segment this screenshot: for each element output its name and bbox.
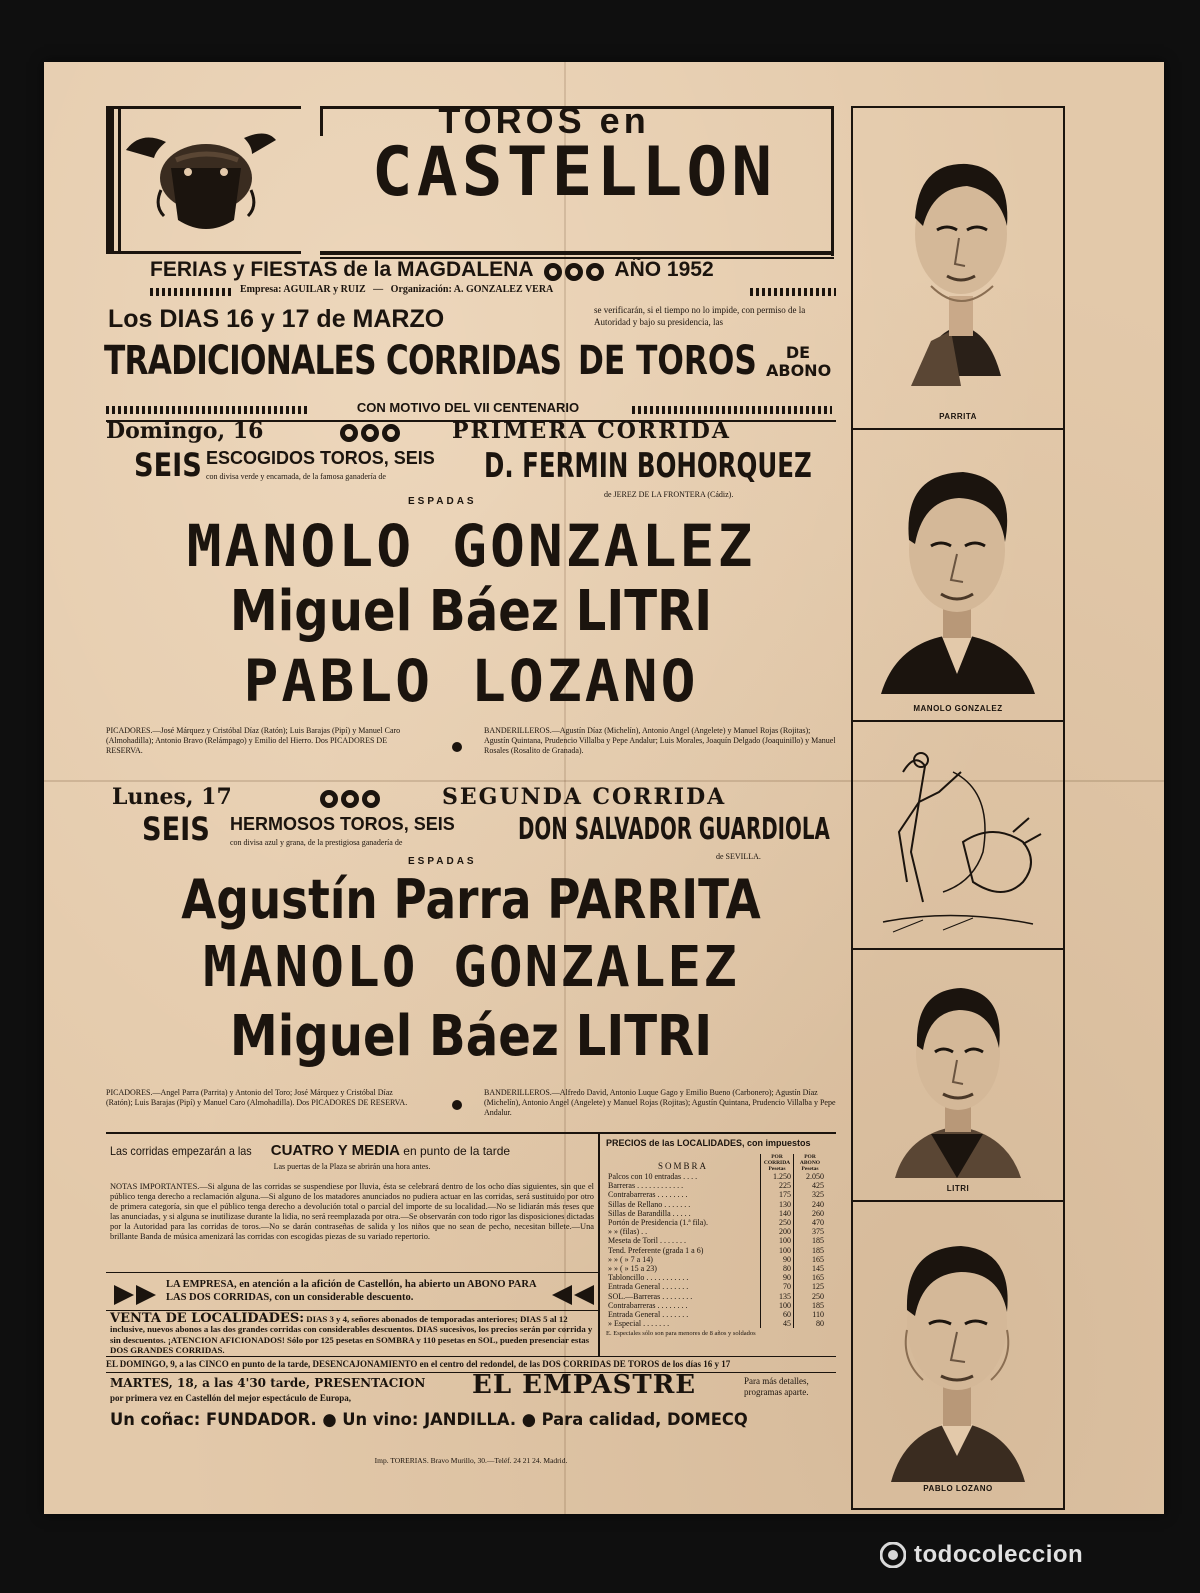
price-corrida: 100	[761, 1301, 794, 1310]
price-row	[606, 1246, 826, 1255]
imprenta-text: Imp. TORERIAS. Bravo Murillo, 30.—Teléf. 24 21 24. Madrid.	[374, 1456, 568, 1465]
motivo-hatch-left	[106, 406, 308, 414]
portrait-pablo-lozano	[871, 1220, 1045, 1482]
price-corrida: 80	[761, 1264, 794, 1273]
label-manolo-gonzalez: MANOLO GONZALEZ	[913, 704, 1003, 713]
portrait-litri	[881, 964, 1035, 1178]
price-location: Portón de Presidencia (1.ª fila).	[608, 1218, 708, 1228]
price-location: Sillas de Barandilla . . . . .	[608, 1208, 691, 1218]
tradicionales-line	[104, 338, 844, 398]
price-row	[606, 1310, 826, 1319]
price-row	[606, 1273, 826, 1282]
ads-text: Un coñac: FUNDADOR. ● Un vino: JANDILLA. ● Para calidad, DOMECQ	[110, 1410, 748, 1430]
corrida1-day: Domingo, 16	[106, 418, 264, 444]
price-row	[606, 1218, 826, 1227]
empresa-hatch-right	[750, 288, 836, 296]
corrida1-picadores: PICADORES.—José Márquez y Cristóbal Díaz (Ratón); Luis Barajas (Pipí) y Manuel Caro (Almohadilla); Antonio Bravo (Relámpago) y Emilio del Hierro. Dos PICADORES DE RESERVA.	[106, 726, 401, 755]
corrida2-day: Lunes, 17	[112, 784, 232, 810]
empresa-hatch	[150, 288, 232, 296]
verificaran-text: se verificarán, si el tiempo no lo impide, con permiso de la Autoridad y bajo su presidencia, las	[594, 305, 806, 327]
price-location: Barreras . . . . . . . . . . . .	[608, 1181, 684, 1191]
corrida2-picadores: PICADORES.—Angel Parra (Parrita) y Antonio del Toro; José Márquez y Cristóbal Díaz (Ratón); Luis Barajas (Pipí) y Manuel Caro (Almohadilla). Dos PICADORES DE RESERVA.	[106, 1088, 408, 1107]
price-location: » » ( » 15 a 23)	[608, 1264, 657, 1274]
watermark	[880, 1538, 1180, 1574]
price-row	[606, 1319, 826, 1328]
price-corrida: 90	[761, 1273, 794, 1282]
price-row	[606, 1200, 826, 1209]
corrida2-divisa: con divisa azul y grana, de la prestigiosa ganadería de	[230, 838, 403, 847]
price-location: » Especial . . . . . . .	[608, 1319, 670, 1329]
empastre-text: EL EMPASTRE	[472, 1370, 697, 1400]
price-abono: 185	[794, 1246, 827, 1255]
poster	[44, 62, 1164, 1514]
martes2-text: por primera vez en Castellón del mejor espectáculo de Europa,	[110, 1393, 351, 1403]
corrida1-origen: de JEREZ DE LA FRONTERA (Cádiz).	[604, 490, 734, 499]
price-row	[606, 1190, 826, 1199]
price-location: Meseta de Toril . . . . . . .	[608, 1236, 686, 1246]
price-location: Sillas de Rellano . . . . . . .	[608, 1199, 691, 1209]
watermark-text: todocoleccion	[914, 1541, 1084, 1568]
price-corrida: 100	[761, 1246, 794, 1255]
price-corrida: 100	[761, 1236, 794, 1245]
puertas-text: Las puertas de la Plaza se abrirán una hora antes.	[273, 1162, 431, 1171]
portrait-manolo-gonzalez	[867, 444, 1049, 694]
corrida2-ornament	[320, 790, 380, 808]
detalles-text: Para más detalles, programas aparte.	[744, 1376, 809, 1397]
de-toros-text: DE TOROS	[578, 338, 757, 384]
corrida1-ganaderia: D. FERMIN BOHORQUEZ	[484, 446, 812, 486]
price-abono: 325	[794, 1190, 827, 1199]
corrida2-title: SEGUNDA CORRIDA	[442, 784, 727, 810]
price-row	[606, 1181, 826, 1190]
watermark-logo-icon	[880, 1542, 906, 1568]
empezaran-line: Las corridas empezarán a las CUATRO Y MEDIA en punto de la tarde	[110, 1142, 511, 1159]
price-row	[606, 1301, 826, 1310]
portrait-panel-manolo	[853, 430, 1063, 722]
empresa-abono-text: LA EMPRESA, en atención a la afición de Castellón, ha abierto un ABONO PARA LAS DOS CORRIDAS, con un considerable descuento.	[166, 1279, 536, 1303]
corrida2-toros: HERMOSOS TOROS, SEIS	[230, 814, 455, 834]
price-row	[606, 1292, 826, 1301]
venta-text: DIAS 3 y 4, señores abonados de temporadas anteriores; DIAS 5 al 12 inclusive, nuevos abonos a las dos grandes corridas con considerables descuentos. DIAS sucesivos, los precios serán por corrida y sin descuentos. ¡ATENCION AFICIONADOS! Sólo por 125 pesetas en SOMBRA y 110 pesetas en SOL, pueden presenciar estas DOS GRANDES CORRIDAS.	[110, 1314, 593, 1356]
portrait-panel-litri	[853, 950, 1063, 1202]
price-corrida: 130	[761, 1200, 794, 1209]
dias-heading: Los DIAS 16 y 17 de MARZO	[108, 305, 445, 333]
col-abono: POR ABONO Pesetas	[794, 1154, 827, 1172]
price-abono: 260	[794, 1209, 827, 1218]
price-row	[606, 1264, 826, 1273]
venta-block	[110, 1311, 594, 1356]
price-corrida: 90	[761, 1255, 794, 1264]
portrait-parrita	[871, 126, 1045, 392]
prices-title: PRECIOS de las LOCALIDADES, con impuestos	[606, 1138, 811, 1148]
label-parrita: PARRITA	[939, 412, 977, 421]
corrida1-matador1: MANOLO GONZALEZ	[186, 512, 756, 580]
ornament-circles	[544, 263, 604, 281]
price-abono: 425	[794, 1181, 827, 1190]
de-abono-text: DE ABONO	[766, 343, 832, 380]
price-row	[606, 1209, 826, 1218]
price-corrida: 250	[761, 1218, 794, 1227]
portrait-panel-lozano	[853, 1202, 1063, 1508]
price-abono: 2.050	[794, 1172, 827, 1181]
corrida1-ornament	[340, 424, 400, 442]
corrida2-seis: SEIS	[142, 810, 210, 848]
price-corrida: 175	[761, 1190, 794, 1199]
price-abono: 165	[794, 1273, 827, 1282]
price-row	[606, 1236, 826, 1245]
portrait-panel-parrita	[853, 108, 1063, 430]
corrida2-matador3: Miguel Báez LITRI	[229, 1004, 713, 1069]
corrida1-matador3: PABLO LOZANO	[243, 647, 699, 715]
notas-text: NOTAS IMPORTANTES.—Si alguna de las corridas se suspendiese por lluvia, ésta se celebrará dentro de los ocho días siguientes, sin que el público tenga derecho a reclamación alguna.—Si alguno de los matadores anunciados no pudiera actuar en las corridas, será sustituido por otro de primera categoría, sin que el público tenga derecho a devolución total o parcial del importe de su localidad.—No se lidiarán más reses que las anunciadas, y si alguna se inutilizase durante la lidia, no será reemplazada por otra.—Se observarán con todo rigor las disposiciones dictadas por la Autoridad para las corridas de toros.—No se darán contraseñas de salida y los niños que no sean de pecho, necesitan billete.—Una brillante Banda de música amenizará las corridas con escogidas piezas de su variado repertorio.	[110, 1182, 594, 1241]
price-row	[606, 1282, 826, 1291]
price-corrida: 225	[761, 1181, 794, 1190]
price-abono: 110	[794, 1310, 827, 1319]
corrida2-matador1: Agustín Parra PARRITA	[181, 868, 761, 931]
corrida1-bullet	[452, 742, 462, 752]
price-abono: 165	[794, 1255, 827, 1264]
corrida2-ganaderia: DON SALVADOR GUARDIOLA	[518, 812, 830, 847]
corrida1-banderilleros: BANDERILLEROS.—Agustín Díaz (Michelín), Antonio Angel (Angelete) y Manuel Rojas (Rojitas); Agustín Quintana, Prudencio Villalba y Pepe Andalur; Luis Morales, Joaquín Delgado (Joaquinillo) y Manuel Rosales (Rosalito de Granada).	[484, 726, 836, 755]
portrait-sidebar	[851, 106, 1065, 1510]
prices-table	[606, 1154, 826, 1328]
price-corrida: 140	[761, 1209, 794, 1218]
price-corrida: 60	[761, 1310, 794, 1319]
price-corrida: 45	[761, 1319, 794, 1328]
corrida2-origen: de SEVILLA.	[716, 852, 761, 861]
ano-text: AÑO 1952	[614, 258, 714, 281]
price-location: Contrabarreras . . . . . . . .	[608, 1190, 688, 1200]
corrida1-matador2: Miguel Báez LITRI	[229, 579, 713, 644]
price-abono: 185	[794, 1301, 827, 1310]
corrida1-divisa: con divisa verde y encarnada, de la famosa ganadería de	[206, 472, 386, 481]
price-location: » » (filas) . .	[608, 1227, 648, 1237]
price-abono: 80	[794, 1319, 827, 1328]
ferias-line	[150, 258, 836, 286]
price-location: Entrada General . . . . . . .	[608, 1282, 689, 1292]
domingo9-text: EL DOMINGO, 9, a las CINCO en punto de la tarde, DESENCAJONAMIENTO en el centro del redondel, de las DOS CORRIDAS DE TOROS de los días 16 y 17	[106, 1359, 731, 1369]
sombra-heading: SOMBRA	[657, 1161, 708, 1172]
price-location: Tabloncillo . . . . . . . . . . .	[608, 1273, 689, 1283]
price-corrida: 70	[761, 1282, 794, 1291]
corrida1-title: PRIMERA CORRIDA	[452, 418, 731, 444]
price-abono: 470	[794, 1218, 827, 1227]
price-abono: 240	[794, 1200, 827, 1209]
corrida2-bullet	[452, 1100, 462, 1110]
bullfight-sketch	[863, 732, 1053, 942]
price-location: » » ( » 7 a 14)	[608, 1254, 653, 1264]
col-corrida: POR CORRIDA Pesetas	[761, 1154, 794, 1172]
city-title: CASTELLON	[371, 133, 777, 212]
corrida1-espadas: ESPADAS	[408, 496, 477, 507]
price-location: Palcos con 10 entradas . . . .	[608, 1172, 698, 1181]
prices-nota: E. Especiales sólo son para menores de 8 años y soldados	[606, 1330, 756, 1338]
label-litri: LITRI	[946, 1184, 970, 1193]
abono-arrows-right	[552, 1285, 596, 1310]
price-abono: 125	[794, 1282, 827, 1291]
corrida2-banderilleros: BANDERILLEROS.—Alfredo David, Antonio Luque Gago y Emilio Bueno (Carbonero); Agustín Díaz (Michelín), Antonio Angel (Angelete) y Manuel Rojas (Rojitas); Agustín Quintana, Prudencio Villalba y Pepe Andalur.	[484, 1088, 836, 1117]
price-corrida: 135	[761, 1292, 794, 1301]
price-abono: 250	[794, 1292, 827, 1301]
price-abono: 145	[794, 1264, 827, 1273]
toros-en-heading: TOROS en	[438, 100, 650, 141]
prices-table-wrap	[606, 1154, 838, 1337]
price-location: Entrada General . . . . . . .	[608, 1310, 689, 1320]
price-row	[606, 1255, 826, 1264]
price-corrida: 200	[761, 1227, 794, 1236]
tradicionales-text: TRADICIONALES CORRIDAS	[104, 338, 562, 384]
abono-arrows-left	[114, 1285, 158, 1310]
empresa-line: Empresa: AGUILAR y RUIZ — Organización: A. GONZALEZ VERA	[240, 284, 554, 295]
venta-title: VENTA DE LOCALIDADES:	[110, 1311, 305, 1326]
motivo-hatch-right	[632, 406, 832, 414]
corrida2-espadas: ESPADAS	[408, 856, 477, 867]
price-location: SOL.—Barreras . . . . . . . .	[608, 1291, 693, 1301]
label-pablo-lozano: PABLO LOZANO	[923, 1484, 993, 1493]
price-abono: 375	[794, 1227, 827, 1236]
price-row	[606, 1227, 826, 1236]
price-location: Tend. Preferente (grada 1 a 6)	[608, 1245, 704, 1255]
corrida1-toros: ESCOGIDOS TOROS, SEIS	[206, 448, 435, 468]
ferias-text: FERIAS y FIESTAS de la MAGDALENA	[150, 258, 534, 281]
price-location: Contrabarreras . . . . . . . .	[608, 1300, 688, 1310]
price-abono: 185	[794, 1236, 827, 1245]
martes-text: MARTES, 18, a las 4'30 tarde, PRESENTACION	[110, 1376, 426, 1390]
bull-head-illustration	[116, 120, 286, 240]
corrida2-matador2: MANOLO GONZALEZ	[203, 935, 739, 1000]
corrida1-seis: SEIS	[134, 446, 202, 484]
price-corrida: 1.250	[761, 1172, 794, 1181]
motivo-text: CON MOTIVO DEL VII CENTENARIO	[356, 400, 580, 415]
price-row	[606, 1172, 826, 1181]
sketch-panel	[853, 722, 1063, 950]
